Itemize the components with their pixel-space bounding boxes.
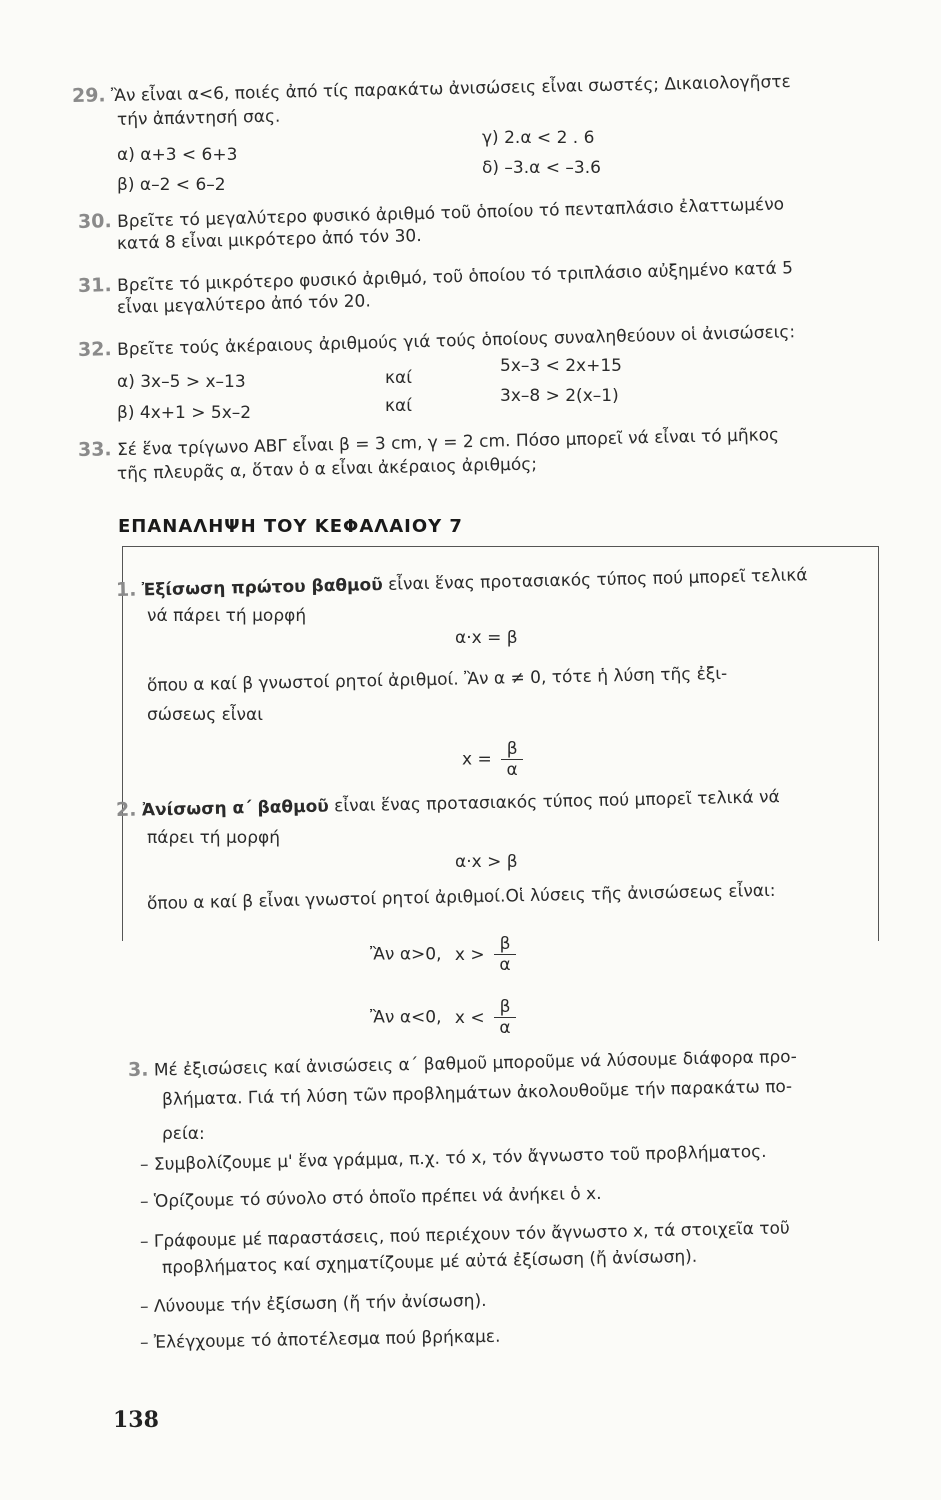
exercise-text: Βρεῖτε τούς ἀκέραιους ἀριθμούς γιά τούς ὁποίους συναληθεύουν οἱ ἀνισώσεις: [116,322,796,360]
item-number: 3. [127,1058,149,1081]
fraction [494,998,516,1037]
system-left: β) 4x+1 > 5x–2 [117,403,252,423]
formula: α·x = β [455,628,518,648]
option: δ) –3.α < –3.6 [482,158,601,178]
item-text: ρεία: [162,1124,205,1144]
exercise-number: 31. [77,274,112,297]
system-left: α) 3x–5 > x–13 [117,372,246,392]
denominator: α [506,760,518,780]
fraction [494,935,516,974]
item-text: ὅπου α καί β γνωστοί ρητοί ἀριθμοί. Ἂν α ≠ 0, τότε ἡ λύση τῆς ἐξι- [146,663,728,696]
item-term: Ἀνίσωση α΄ βαθμοῦ [141,796,329,821]
numerator: β [499,997,511,1017]
exercise-29 [72,71,791,107]
case-relation: x > [454,944,485,965]
solution-formula [462,740,523,779]
exercise-30 [78,194,785,233]
case-condition: Ἂν α<0, [370,1007,442,1028]
exercise-31 [78,257,793,297]
solution-lhs: x = [462,749,492,770]
item-text: Μέ ἐξισώσεις καί ἀνισώσεις α΄ βαθμοῦ μποροῦμε νά λύσουμε διάφορα προ- [153,1046,797,1081]
system-right: 5x–3 < 2x+15 [500,356,622,376]
fraction [501,740,523,779]
page-number: 138 [113,1407,159,1433]
exercise-text: Βρεῖτε τό μεγαλύτερο φυσικό ἀριθμό τοῦ ὁποίου τό πενταπλάσιο ἐλαττωμένο [116,194,785,232]
option: α) α+3 < 6+3 [117,145,238,165]
step: – Ὁρίζουμε τό σύνολο στό ὁποῖο πρέπει νά ἀνήκει ὁ x. [139,1183,602,1212]
numerator: β [499,934,511,954]
step: – Συμβολίζουμε μ' ἕνα γράμμα, π.χ. τό x, τόν ἄγνωστο τοῦ προβλήματος. [139,1141,767,1175]
item-text: πάρει τή μορφή [147,828,280,848]
case-relation: x < [454,1007,485,1028]
exercise-33 [78,424,780,461]
denominator: α [499,1018,511,1038]
exercise-text: τῆς πλευρᾶς α, ὅταν ὁ α εἶναι ἀκέραιος ἀριθμός; [116,454,538,484]
exercise-text: εἶναι μεγαλύτερο ἀπό τόν 20. [116,291,371,318]
option: β) α–2 < 6–2 [117,175,226,195]
exercise-number: 33. [77,438,112,461]
case-positive [370,935,516,974]
item-text: ὅπου α καί β εἶναι γνωστοί ρητοί ἀριθμοί.Οἱ λύσεις τῆς ἀνισώσεως εἶναι: [146,880,776,914]
system-right: 3x–8 > 2(x–1) [500,386,619,406]
step-continuation: προβλήματος καί σχηματίζουμε μέ αὐτά ἐξίσωση (ἤ ἀνίσωση). [161,1246,698,1278]
exercise-number: 32. [77,338,112,361]
item-text: νά πάρει τή μορφή [147,606,307,626]
exercise-text: Ἂν εἶναι α<6, ποιές ἀπό τίς παρακάτω ἀνισώσεις εἶναι σωστές; Δικαιολογῆστε [110,71,791,107]
step: – Ἐλέγχουμε τό ἀποτέλεσμα πού βρήκαμε. [139,1326,501,1353]
step: – Γράφουμε μέ παραστάσεις, πού περιέχουν τόν ἄγνωστο x, τά στοιχεῖα τοῦ [139,1218,790,1252]
item-term: Ἐξίσωση πρώτου βαθμοῦ [141,574,383,601]
exercise-32 [78,321,796,361]
item-number: 2. [115,798,137,821]
case-condition: Ἂν α>0, [370,944,442,965]
item-text: βλήματα. Γιά τή λύση τῶν προβλημάτων ἀκολουθοῦμε τήν παρακάτω πο- [161,1076,793,1110]
denominator: α [499,955,511,975]
item-text: εἶναι ἕνας προτασιακός τύπος πού μπορεῖ τελικά νά [333,787,780,817]
numerator: β [506,739,518,759]
system-and: καί [385,368,412,388]
exercise-text: κατά 8 εἶναι μικρότερο ἀπό τόν 30. [116,226,422,254]
item-text: εἶναι ἕνας προτασιακός τύπος πού μπορεῖ τελικά [387,565,808,595]
item-number: 1. [115,578,137,601]
option: γ) 2.α < 2 . 6 [482,128,595,148]
step: – Λύνουμε τήν ἐξίσωση (ἤ τήν ἀνίσωση). [139,1290,487,1317]
case-negative [370,998,516,1037]
section-heading: ΕΠΑΝΑΛΗΨΗ ΤΟΥ ΚΕΦΑΛΑΙΟΥ 7 [118,516,463,537]
exercise-number: 29. [71,84,106,107]
review-item-3 [128,1046,797,1081]
system-and: καί [385,396,412,416]
formula: α·x > β [455,852,518,872]
exercise-text: Σέ ἕνα τρίγωνο ΑΒΓ εἶναι β = 3 cm, γ = 2 cm. Πόσο μπορεῖ νά εἶναι τό μῆκος [116,425,780,461]
item-text: σώσεως εἶναι [147,705,263,725]
exercise-text: Βρεῖτε τό μικρότερο φυσικό ἀριθμό, τοῦ ὁποίου τό τριπλάσιο αὐξημένο κατά 5 [116,258,794,296]
exercise-text: τήν ἀπάντησή σας. [116,106,281,130]
exercise-number: 30. [77,210,112,233]
